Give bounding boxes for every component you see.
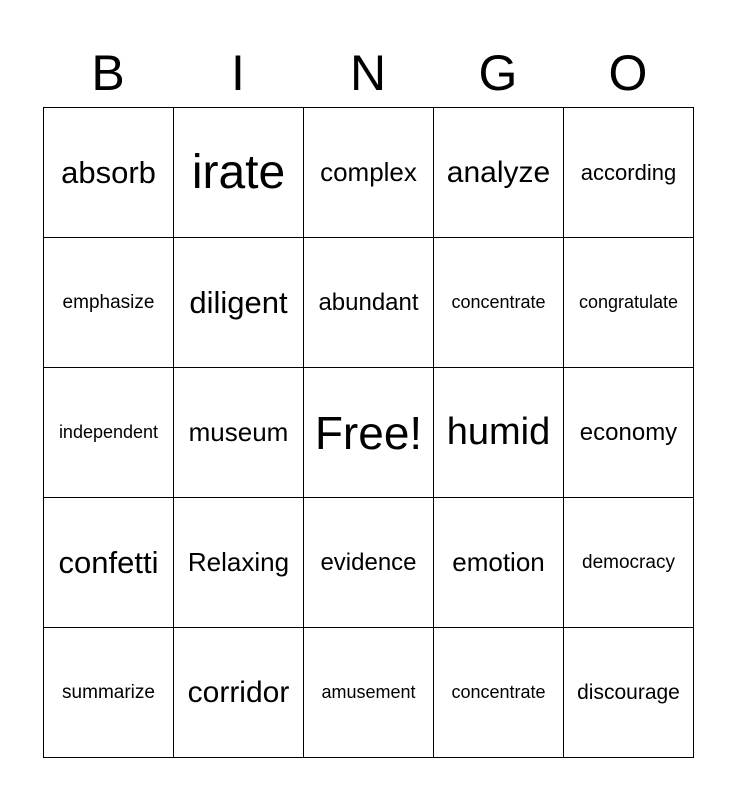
bingo-cell[interactable]: analyze xyxy=(434,108,564,238)
bingo-header xyxy=(43,38,693,108)
bingo-cell[interactable]: congratulate xyxy=(564,238,694,368)
bingo-cell[interactable]: evidence xyxy=(304,498,434,628)
bingo-cell[interactable]: economy xyxy=(564,368,694,498)
bingo-cell[interactable]: abundant xyxy=(304,238,434,368)
bingo-cell[interactable]: diligent xyxy=(174,238,304,368)
header-letter-o: O xyxy=(608,45,648,101)
bingo-cell[interactable]: absorb xyxy=(44,108,174,238)
bingo-cell[interactable]: concentrate xyxy=(434,628,564,758)
bingo-cell[interactable]: humid xyxy=(434,368,564,498)
header-letter-b: B xyxy=(91,45,125,101)
bingo-cell[interactable]: confetti xyxy=(44,498,174,628)
bingo-cell[interactable]: democracy xyxy=(564,498,694,628)
bingo-cell[interactable]: emphasize xyxy=(44,238,174,368)
header-letter-i: I xyxy=(231,45,245,101)
bingo-cell[interactable]: emotion xyxy=(434,498,564,628)
bingo-cell[interactable]: complex xyxy=(304,108,434,238)
bingo-cell[interactable]: museum xyxy=(174,368,304,498)
bingo-cell[interactable]: irate xyxy=(174,108,304,238)
free-space[interactable]: Free! xyxy=(304,368,434,498)
header-letter-n: N xyxy=(349,45,387,101)
bingo-cell[interactable]: according xyxy=(564,108,694,238)
bingo-cell[interactable]: corridor xyxy=(174,628,304,758)
bingo-cell[interactable]: amusement xyxy=(304,628,434,758)
header-letter-g: G xyxy=(478,45,518,101)
bingo-cell[interactable]: concentrate xyxy=(434,238,564,368)
bingo-board xyxy=(43,107,694,758)
bingo-cell[interactable]: independent xyxy=(44,368,174,498)
bingo-cell[interactable]: Relaxing xyxy=(174,498,304,628)
bingo-cell[interactable]: discourage xyxy=(564,628,694,758)
bingo-cell[interactable]: summarize xyxy=(44,628,174,758)
